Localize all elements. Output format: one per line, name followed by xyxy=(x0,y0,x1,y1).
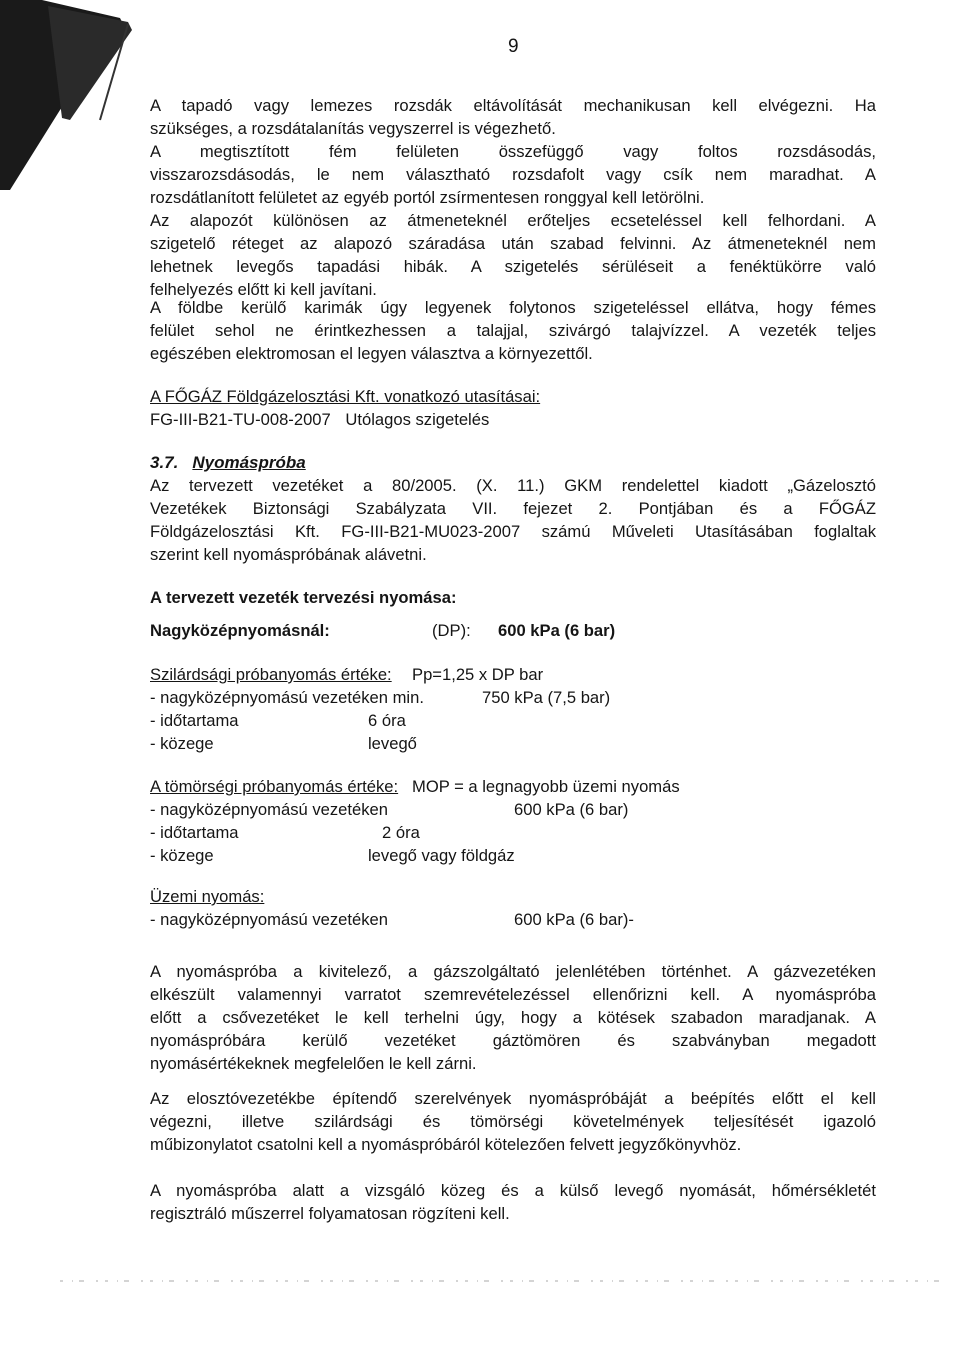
fittings-test-paragraph xyxy=(150,1088,876,1157)
strength-test-row xyxy=(150,733,876,756)
text-line: A megtisztított fém felületen összefüggő vagy foltos rozsdásodás, xyxy=(150,141,876,161)
text-line: A nyomáspróba a kivitelező, a gázszolgáltató jelenlétében történhet. A gázvezetéken xyxy=(150,962,876,981)
design-pressure xyxy=(150,587,876,643)
text-line: felhelyezés előtt ki kell javítani. xyxy=(150,279,377,299)
strength-test-formula: Pp=1,25 x DP bar xyxy=(412,665,544,684)
section-number: 3.7. xyxy=(150,453,179,472)
text-line: Vezetékek Biztonsági Szabályzata VII. fejezet 2. Pontjában és a FŐGÁZ xyxy=(150,498,876,518)
text-line: egészében elektromosan el legyen választva a környezettől. xyxy=(150,343,593,363)
operating-pressure-label: Üzemi nyomás: xyxy=(150,887,265,906)
fogaz-reference-code: FG-III-B21-TU-008-2007 xyxy=(150,409,331,429)
row-label: - időtartama xyxy=(150,710,239,730)
row-label: - időtartama xyxy=(150,822,239,842)
fogaz-reference xyxy=(150,386,876,432)
row-label: - nagyközépnyomású vezetéken xyxy=(150,799,388,819)
flange-paragraph xyxy=(150,297,876,366)
scan-noise-line xyxy=(60,1275,940,1287)
design-pressure-heading: A tervezett vezeték tervezési nyomása: xyxy=(150,588,457,607)
text-line: műbizonylatot csatolni kell a nyomáspróbáról kötelezően felvett jegyzőkönyvhöz. xyxy=(150,1134,742,1154)
primer-paragraph xyxy=(150,210,876,302)
text-line: felület sehol ne érintkezhessen a talajjal, szivárgó talajvízzel. A vezeték teljes xyxy=(150,320,876,340)
tightness-test-formula: MOP = a legnagyobb üzemi nyomás xyxy=(412,777,680,796)
fogaz-reference-title: Utólagos szigetelés xyxy=(345,409,490,429)
text-line: végezni, illetve szilárdsági és tömörségi követelmények teljesítését igazoló xyxy=(150,1111,876,1131)
design-pressure-symbol: (DP): xyxy=(432,620,471,640)
tightness-test-row xyxy=(150,799,876,822)
rust-removal-paragraph xyxy=(150,95,876,210)
tightness-test-row xyxy=(150,845,876,868)
row-value: 600 kPa (6 bar)- xyxy=(514,909,634,929)
tightness-test-row xyxy=(150,822,876,845)
design-pressure-row xyxy=(150,620,876,643)
text-line: szükséges, a rozsdátalanítás vegyszerrel is végezhető. xyxy=(150,118,556,138)
tightness-test-header xyxy=(150,776,876,799)
text-line: szigetelő réteget az alapozó száradása után szabad felvinni. Az átmeneteknél nem xyxy=(150,233,876,253)
row-value: 600 kPa (6 bar) xyxy=(514,799,629,819)
strength-test-label: Szilárdsági próbanyomás értéke: xyxy=(150,665,392,684)
operating-pressure xyxy=(150,886,876,932)
text-line: A nyomáspróba alatt a vizsgáló közeg és a külső levegő nyomását, hőmérsékletét xyxy=(150,1181,876,1200)
section-pressure-test xyxy=(150,452,876,567)
row-value: levegő xyxy=(368,733,417,753)
design-pressure-label: Nagyközépnyomásnál: xyxy=(150,620,330,640)
row-label: - nagyközépnyomású vezetéken min. xyxy=(150,687,424,707)
row-value: 6 óra xyxy=(368,710,406,730)
tightness-test xyxy=(150,776,876,868)
text-line: szerint kell nyomáspróbának alávetni. xyxy=(150,544,427,564)
section-title: Nyomáspróba xyxy=(192,453,306,472)
fogaz-reference-line xyxy=(150,409,876,432)
operating-pressure-header xyxy=(150,886,876,909)
row-value: levegő vagy földgáz xyxy=(368,845,515,865)
text-line: A földbe kerülő karimák úgy legyenek folytonos szigeteléssel ellátva, hogy fémes xyxy=(150,298,876,317)
text-line: lehetnek levegős tapadási hibák. A szigetelés sérüléseit a fenéktükörre való xyxy=(150,256,876,276)
fogaz-reference-heading: A FŐGÁZ Földgázelosztási Kft. vonatkozó utasításai: xyxy=(150,387,541,406)
design-pressure-value: 600 kPa (6 bar) xyxy=(498,620,616,640)
row-value: 2 óra xyxy=(382,822,420,842)
text-line: nyomáspróbára kerülő vezetéket gáztömören és szabványban megadott xyxy=(150,1030,876,1050)
row-label: - közege xyxy=(150,845,214,865)
text-line: regisztráló műszerrel folyamatosan rögzíteni kell. xyxy=(150,1203,510,1223)
text-line: Az alapozót különösen az átmeneteknél erőteljes ecseteléssel kell felhordani. A xyxy=(150,211,876,230)
strength-test-row xyxy=(150,710,876,733)
scan-edge-artifact xyxy=(0,0,140,190)
text-line: elkészült valamennyi varratot szemrevételezéssel ellenőrizni kell. A nyomáspróba xyxy=(150,984,876,1004)
row-label: - nagyközépnyomású vezetéken xyxy=(150,909,388,929)
operating-pressure-row xyxy=(150,909,876,932)
tightness-test-label: A tömörségi próbanyomás értéke: xyxy=(150,777,399,796)
text-line: Az tervezett vezetéket a 80/2005. (X. 11.) GKM rendelettel kiadott „Gázelosztó xyxy=(150,475,876,495)
section-heading xyxy=(150,452,876,475)
text-line: nyomásértékeknek megfelelően le kell zárni. xyxy=(150,1053,477,1073)
text-line: A tapadó vagy lemezes rozsdák eltávolítását mechanikusan kell elvégezni. Ha xyxy=(150,96,876,115)
strength-test xyxy=(150,664,876,756)
strength-test-header xyxy=(150,664,876,687)
text-line: előtt a csővezetéket le kell terhelni úgy, hogy a kötések szabadon maradjanak. A xyxy=(150,1007,876,1027)
text-line: Földgázelosztási Kft. FG-III-B21-MU023-2007 számú Műveleti Utasításában foglaltak xyxy=(150,521,876,541)
pressure-test-procedure-paragraph xyxy=(150,961,876,1076)
recording-paragraph xyxy=(150,1180,876,1226)
row-label: - közege xyxy=(150,733,214,753)
text-line: visszarozsdásodás, le nem választható rozsdafolt vagy csík nem maradhat. A xyxy=(150,164,876,184)
page-number: 9 xyxy=(508,36,519,57)
text-line: rozsdátlanított felületet az egyéb portól zsírmentesen ronggyal kell letörölni. xyxy=(150,187,705,207)
text-line: Az elosztóvezetékbe építendő szerelvények nyomáspróbáját a beépítés előtt el kell xyxy=(150,1089,876,1108)
strength-test-row xyxy=(150,687,876,710)
row-value: 750 kPa (7,5 bar) xyxy=(482,687,611,707)
